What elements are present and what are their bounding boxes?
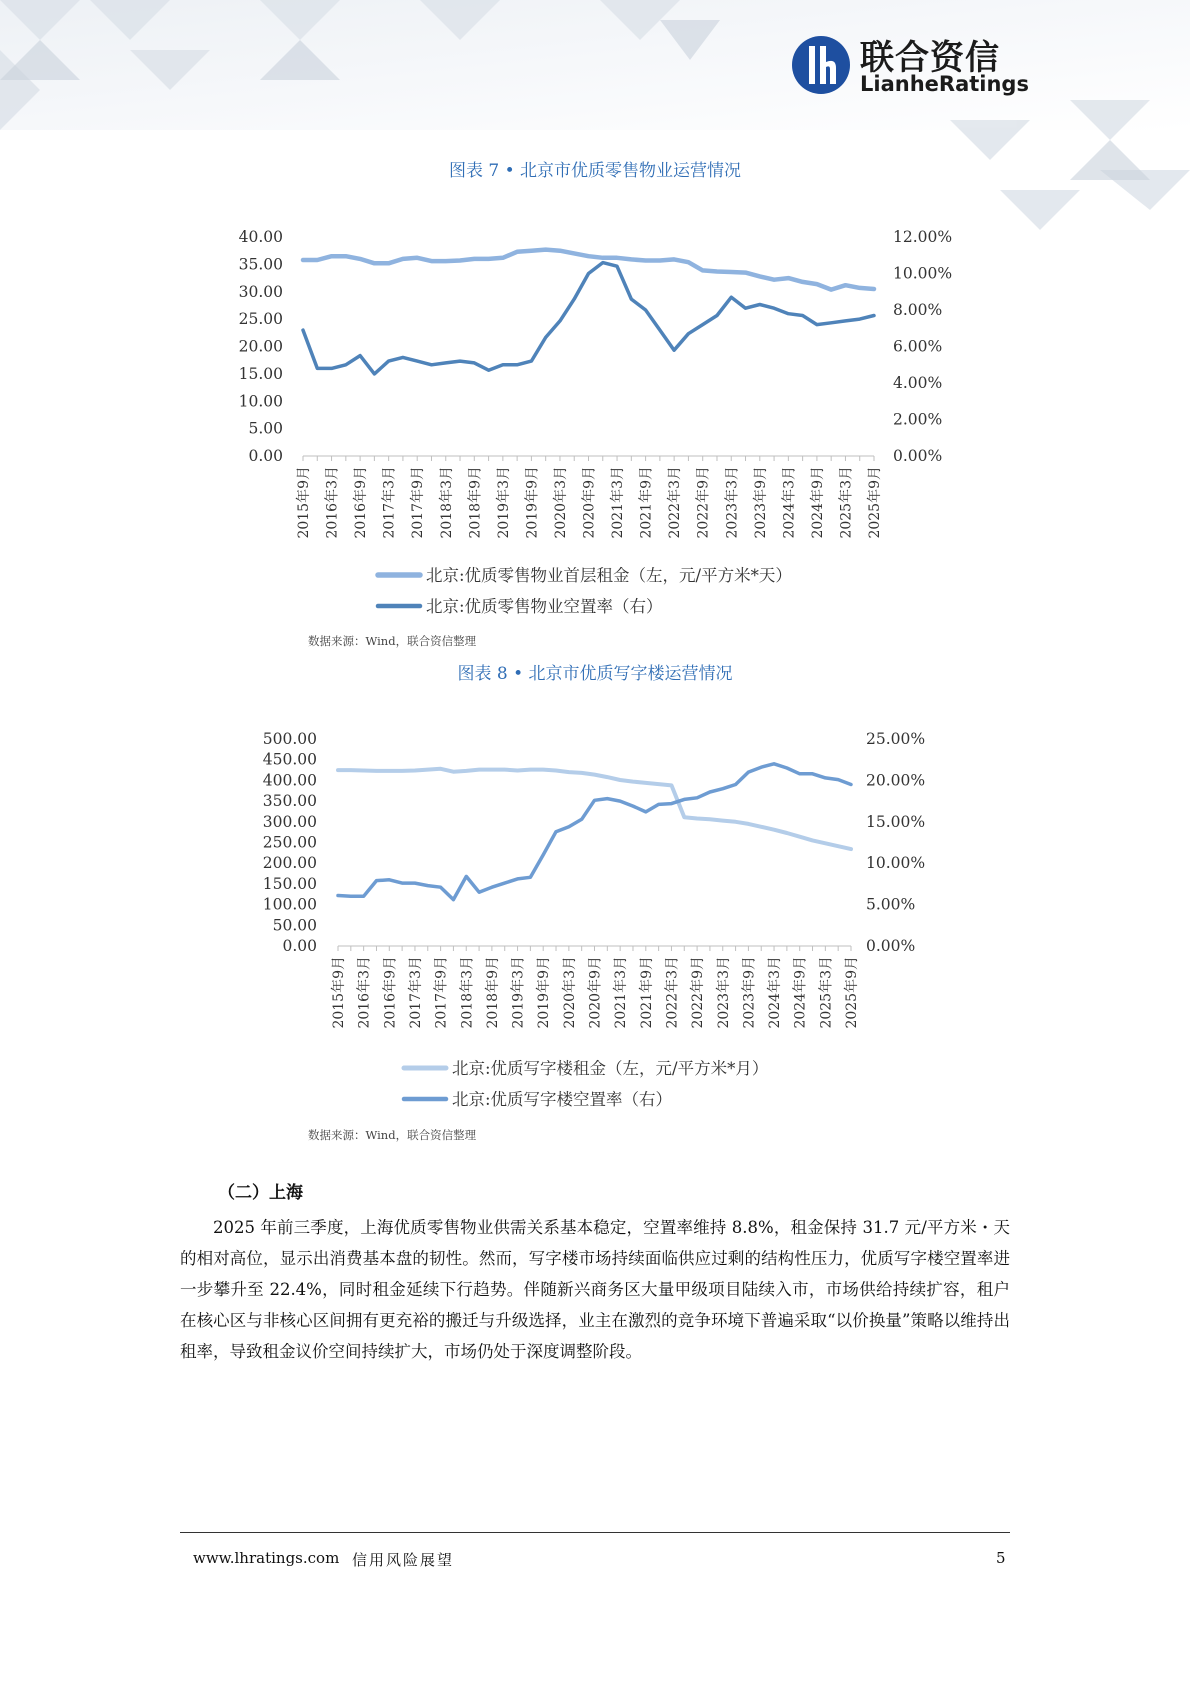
x-axis-tick-label: 2020年9月 <box>587 956 604 1029</box>
section-heading: （二）上海 <box>218 1183 303 1203</box>
logo-chinese-name: 联合资信 <box>860 38 1000 78</box>
x-axis-tick-label: 2017年3月 <box>407 956 424 1029</box>
x-axis-tick-label: 2023年3月 <box>724 466 741 539</box>
x-axis-tick-label: 2017年9月 <box>433 956 450 1029</box>
right-axis-tick-label: 2.00% <box>893 410 943 429</box>
lianhe-logo-icon <box>790 34 852 96</box>
x-axis-tick-label: 2025年3月 <box>818 956 835 1029</box>
x-axis-tick-label: 2024年9月 <box>792 956 809 1029</box>
right-axis-tick-label: 4.00% <box>893 374 943 392</box>
legend-label: 北京:优质写字楼空置率（右） <box>452 1090 673 1109</box>
x-axis-tick-label: 2022年9月 <box>690 956 707 1029</box>
x-axis-tick-label: 2020年3月 <box>561 956 578 1029</box>
x-axis-tick-label: 2021年3月 <box>610 466 627 539</box>
right-axis-tick-label: 6.00% <box>893 337 943 356</box>
figure8-chart <box>0 715 1190 1125</box>
footer-url: www.lhratings.com <box>193 1549 340 1567</box>
figure7-chart <box>0 210 1190 630</box>
x-axis-tick-label: 2015年9月 <box>296 466 312 539</box>
left-axis-tick-label: 40.00 <box>238 228 283 246</box>
left-axis-tick-label: 400.00 <box>262 771 317 790</box>
x-axis-tick-label: 2024年3月 <box>781 466 798 539</box>
x-axis-tick-label: 2019年9月 <box>536 956 553 1029</box>
x-axis-tick-label: 2019年3月 <box>510 956 527 1029</box>
left-axis-tick-label: 0.00 <box>282 937 317 955</box>
x-axis-tick-label: 2017年3月 <box>381 466 398 539</box>
figure7-title: 图表 7 • 北京市优质零售物业运营情况 <box>448 161 742 181</box>
figure7-source: 数据来源：Wind，联合资信整理 <box>308 634 477 648</box>
x-axis-tick-label: 2018年9月 <box>484 956 501 1029</box>
x-axis-tick-label: 2018年3月 <box>459 956 476 1029</box>
left-axis-tick-label: 25.00 <box>238 310 283 329</box>
left-axis-tick-label: 5.00 <box>248 419 283 438</box>
left-axis-tick-label: 50.00 <box>272 916 317 935</box>
figure8-title: 图表 8 • 北京市优质写字楼运营情况 <box>457 664 733 684</box>
x-axis-tick-label: 2019年3月 <box>495 465 512 539</box>
x-axis-tick-label: 2020年3月 <box>552 466 569 539</box>
right-axis-tick-label: 0.00% <box>866 937 916 955</box>
figure8-source: 数据来源：Wind，联合资信整理 <box>308 1128 477 1142</box>
footer-publication-title: 信用风险展望 <box>352 1551 455 1569</box>
footer-divider <box>180 1532 1010 1533</box>
right-axis-tick-label: 20.00% <box>866 771 926 790</box>
left-axis-tick-label: 200.00 <box>262 854 317 873</box>
right-axis-tick-label: 0.00% <box>893 447 943 465</box>
left-axis-tick-label: 450.00 <box>262 750 317 769</box>
left-axis-tick-label: 300.00 <box>262 812 317 831</box>
x-axis-tick-label: 2025年3月 <box>838 466 855 539</box>
x-axis-tick-label: 2016年3月 <box>356 956 373 1029</box>
right-axis-tick-label: 12.00% <box>893 228 953 246</box>
x-axis-tick-label: 2017年9月 <box>410 466 427 539</box>
x-axis-tick-label: 2022年9月 <box>695 466 712 539</box>
series-line-0 <box>303 250 874 290</box>
x-axis-tick-label: 2021年9月 <box>638 956 655 1029</box>
x-axis-tick-label: 2022年3月 <box>667 466 684 539</box>
x-axis-tick-label: 2021年9月 <box>638 466 655 539</box>
left-axis-tick-label: 0.00 <box>248 447 283 465</box>
x-axis-tick-label: 2015年9月 <box>331 956 347 1029</box>
left-axis-tick-label: 350.00 <box>262 792 317 811</box>
x-axis-tick-label: 2024年3月 <box>767 956 784 1029</box>
right-axis-tick-label: 8.00% <box>893 301 943 319</box>
legend-label: 北京:优质零售物业空置率（右） <box>426 597 663 616</box>
x-axis-tick-label: 2018年3月 <box>438 466 455 539</box>
x-axis-tick-label: 2025年9月 <box>844 956 860 1029</box>
x-axis-tick-label: 2016年9月 <box>353 466 370 539</box>
page-number: 5 <box>996 1549 1006 1567</box>
x-axis-tick-label: 2020年9月 <box>581 466 598 539</box>
left-axis-tick-label: 150.00 <box>262 874 317 893</box>
right-axis-tick-label: 25.00% <box>866 730 926 748</box>
left-axis-tick-label: 250.00 <box>262 833 317 852</box>
x-axis-tick-label: 2023年9月 <box>752 466 769 539</box>
x-axis-tick-label: 2021年3月 <box>613 956 630 1029</box>
right-axis-tick-label: 10.00% <box>893 264 953 283</box>
legend-label: 北京:优质写字楼租金（左，元/平方米*月） <box>452 1059 769 1078</box>
right-axis-tick-label: 15.00% <box>866 812 926 831</box>
left-axis-tick-label: 500.00 <box>262 730 317 748</box>
series-line-0 <box>338 769 851 849</box>
left-axis-tick-label: 35.00 <box>238 255 283 274</box>
right-axis-tick-label: 10.00% <box>866 854 926 873</box>
body-paragraph: 2025 年前三季度，上海优质零售物业供需关系基本稳定，空置率维持 8.8%，租金保持 31.7 元/平方米・天的相对高位，显示出消费基本盘的韧性。然而，写字楼市场持续面临供应过剩的结构性压力，优质写字楼空置率进一步攀升至 22.4%，同时租金延续下行趋势。伴随新兴商务区大量甲级项目陆续入市，市场供给持续扩容，租户在核心区与非核心区间拥有更充裕的搬迁与升级选择，业主在激烈的竞争环境下普遍采取“以价换量”策略以维持出租率，导致租金议价空间持续扩大，市场仍处于深度调整阶段。 <box>180 1218 1010 1361</box>
left-axis-tick-label: 100.00 <box>262 895 317 914</box>
company-logo <box>790 30 1029 100</box>
left-axis-tick-label: 20.00 <box>238 337 283 356</box>
right-axis-tick-label: 5.00% <box>866 895 916 914</box>
x-axis-tick-label: 2019年9月 <box>524 466 541 539</box>
x-axis-tick-label: 2016年9月 <box>382 956 399 1029</box>
x-axis-tick-label: 2018年9月 <box>467 466 484 539</box>
x-axis-tick-label: 2023年9月 <box>741 956 758 1029</box>
x-axis-tick-label: 2016年3月 <box>324 466 341 539</box>
x-axis-tick-label: 2025年9月 <box>867 466 883 539</box>
legend-label: 北京:优质零售物业首层租金（左，元/平方米*天） <box>426 566 792 585</box>
left-axis-tick-label: 30.00 <box>238 282 283 301</box>
left-axis-tick-label: 10.00 <box>238 392 283 411</box>
x-axis-tick-label: 2023年3月 <box>715 956 732 1029</box>
x-axis-tick-label: 2022年3月 <box>664 956 681 1029</box>
x-axis-tick-label: 2024年9月 <box>809 466 826 539</box>
logo-english-name: LianheRatings <box>860 72 1029 96</box>
left-axis-tick-label: 15.00 <box>238 364 283 383</box>
